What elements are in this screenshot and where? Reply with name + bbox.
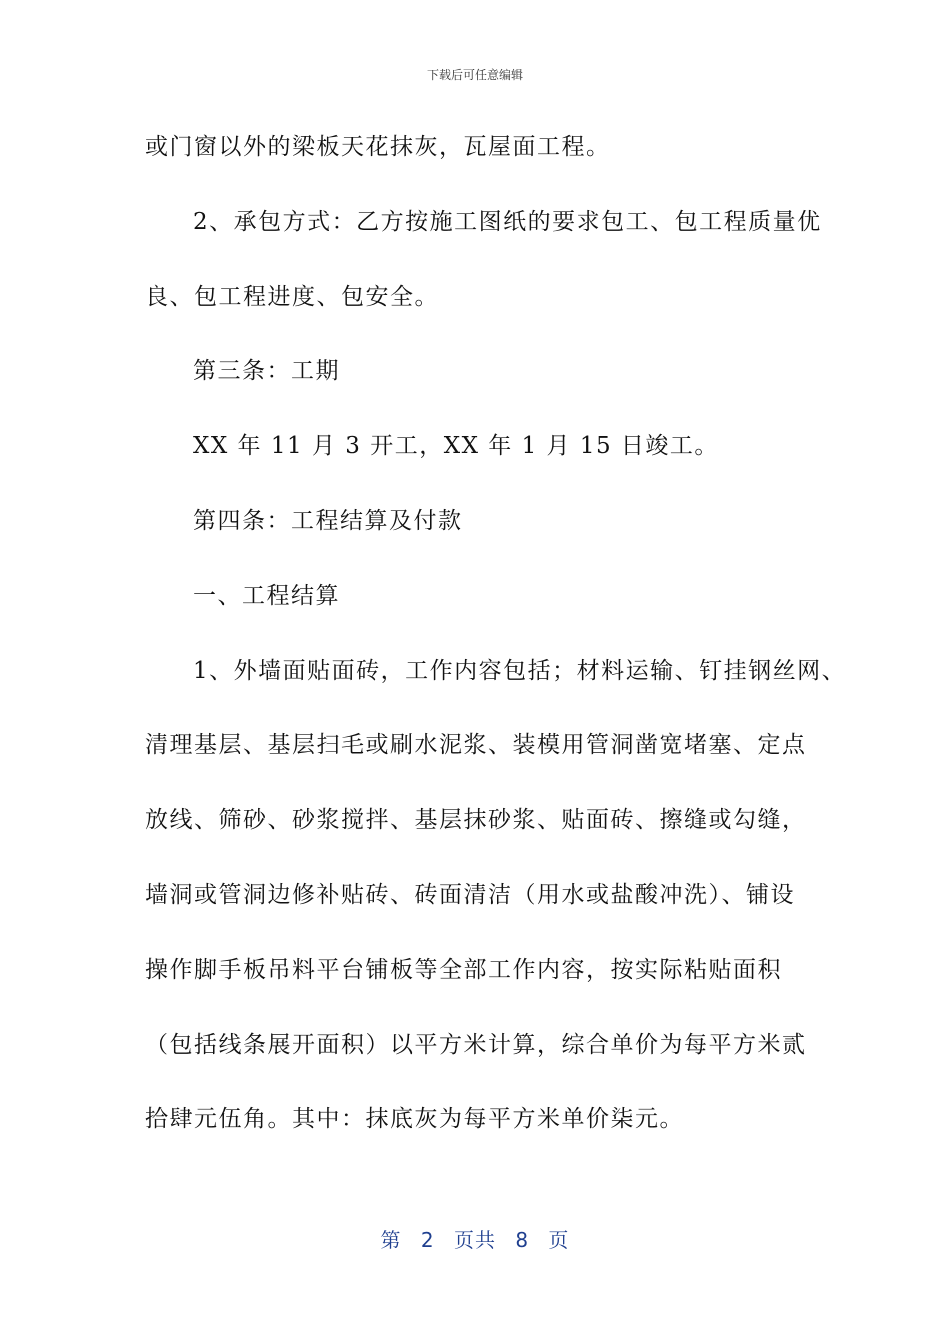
section-heading: 第四条：工程结算及付款 [193, 507, 463, 534]
paragraph-line: （包括线条展开面积）以平方米计算，综合单价为每平方米贰 [145, 1031, 807, 1058]
paragraph-line: 放线、筛砂、砂浆搅拌、基层抹砂浆、贴面砖、擦缝或勾缝， [145, 807, 807, 834]
paragraph-line: XX 年 11 月 3 开工，XX 年 1 月 15 日竣工。 [193, 433, 719, 460]
paragraph-line: 清理基层、基层扫毛或刷水泥浆、装模用管洞凿宽堵塞、定点 [145, 732, 807, 759]
paragraph-line: 或门窗以外的梁板天花抹灰，瓦屋面工程。 [145, 134, 611, 160]
page-header: 下载后可任意编辑 [426, 68, 523, 82]
paragraph-line: 1、外墙面贴面砖，工作内容包括；材料运输、钉挂钢丝网、 [193, 657, 847, 684]
paragraph-line: 良、包工程进度、包安全。 [145, 283, 439, 310]
paragraph-line: 2、承包方式：乙方按施工图纸的要求包工、包工程质量优 [193, 208, 822, 235]
page-number-footer: 第 2 页共 8 页 [380, 1228, 570, 1252]
paragraph-line: 操作脚手板吊料平台铺板等全部工作内容，按实际粘贴面积 [145, 956, 782, 983]
section-heading: 第三条：工期 [193, 358, 340, 385]
subsection-heading: 一、工程结算 [193, 582, 340, 609]
paragraph-line: 拾肆元伍角。其中：抹底灰为每平方米单价柒元。 [145, 1106, 684, 1133]
paragraph-line: 墙洞或管洞边修补贴砖、砖面清洁（用水或盐酸冲洗）、铺设 [145, 881, 795, 908]
document-body [145, 122, 847, 1169]
